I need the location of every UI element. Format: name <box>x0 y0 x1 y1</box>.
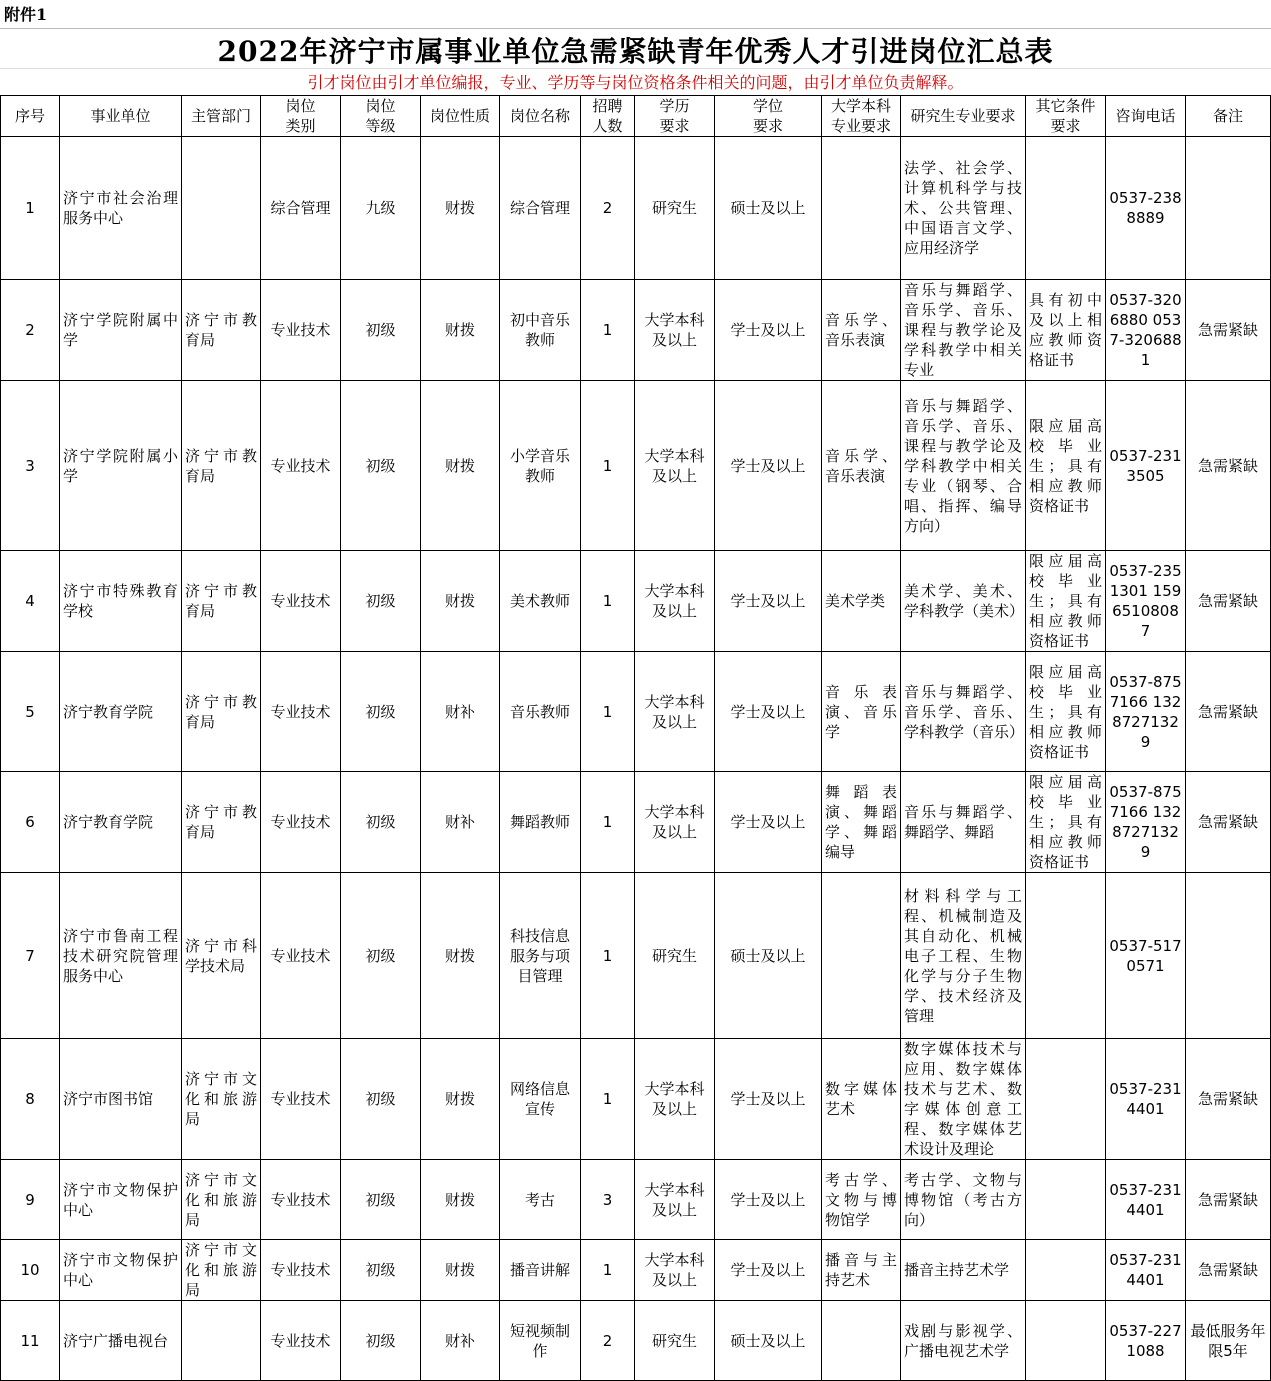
table-row <box>1 873 1271 1039</box>
header-cell: 咨询电话 <box>1106 96 1186 137</box>
cell-dept: 济宁市教育局 <box>182 551 261 652</box>
cell-remark: 急需紧缺 <box>1186 1240 1271 1301</box>
cell-edu: 大学本科及以上 <box>635 1160 715 1240</box>
cell-level: 初级 <box>341 873 421 1039</box>
cell-unit: 济宁市特殊教育学校 <box>60 551 182 652</box>
cell-count: 1 <box>581 280 635 381</box>
cell-grad-major: 考古学、文物与博物馆（考古方向） <box>901 1160 1026 1240</box>
cell-category: 综合管理 <box>261 137 341 280</box>
cell-dept: 济宁市文化和旅游局 <box>182 1160 261 1240</box>
cell-no: 9 <box>1 1160 60 1240</box>
cell-phone: 0537-2351301 15965108087 <box>1106 551 1186 652</box>
cell-nature: 财拨 <box>421 280 500 381</box>
cell-edu: 大学本科及以上 <box>635 551 715 652</box>
cell-count: 1 <box>581 772 635 873</box>
cell-no: 5 <box>1 652 60 772</box>
table-row <box>1 1240 1271 1301</box>
cell-nature: 财拨 <box>421 137 500 280</box>
cell-nature: 财拨 <box>421 1160 500 1240</box>
cell-category: 专业技术 <box>261 873 341 1039</box>
cell-degree: 学士及以上 <box>715 1160 822 1240</box>
cell-unit: 济宁广播电视台 <box>60 1301 182 1381</box>
cell-phone: 0537-8757166 13287271329 <box>1106 652 1186 772</box>
cell-category: 专业技术 <box>261 551 341 652</box>
header-cell: 岗位名称 <box>500 96 581 137</box>
table-row <box>1 652 1271 772</box>
cell-dept <box>182 137 261 280</box>
cell-no: 1 <box>1 137 60 280</box>
cell-edu: 研究生 <box>635 1301 715 1381</box>
cell-nature: 财拨 <box>421 873 500 1039</box>
cell-no: 6 <box>1 772 60 873</box>
cell-post: 播音讲解 <box>500 1240 581 1301</box>
cell-degree: 学士及以上 <box>715 280 822 381</box>
cell-grad-major: 音乐与舞蹈学、音乐学、音乐、课程与教学论及学科教学中相关专业（钢琴、合唱、指挥、编导方向） <box>901 381 1026 551</box>
cell-post: 综合管理 <box>500 137 581 280</box>
cell-post: 音乐教师 <box>500 652 581 772</box>
cell-category: 专业技术 <box>261 1160 341 1240</box>
page-title: 2022年济宁市属事业单位急需紧缺青年优秀人才引进岗位汇总表 <box>217 35 1054 68</box>
table-row <box>1 1301 1271 1381</box>
cell-bachelor-major <box>822 873 901 1039</box>
cell-count: 1 <box>581 1039 635 1160</box>
header-cell: 岗位 等级 <box>341 96 421 137</box>
cell-no: 7 <box>1 873 60 1039</box>
cell-nature: 财补 <box>421 772 500 873</box>
header-cell: 学位 要求 <box>715 96 822 137</box>
cell-other: 限应届高校毕业生；具有相应教师资格证书 <box>1026 772 1106 873</box>
header-cell: 主管部门 <box>182 96 261 137</box>
cell-post: 网络信息宣传 <box>500 1039 581 1160</box>
cell-count: 1 <box>581 381 635 551</box>
cell-phone: 0537-2271088 <box>1106 1301 1186 1381</box>
table-row <box>1 551 1271 652</box>
cell-category: 专业技术 <box>261 280 341 381</box>
annex-label: 附件1 <box>4 5 48 24</box>
cell-degree: 学士及以上 <box>715 652 822 772</box>
cell-remark: 急需紧缺 <box>1186 772 1271 873</box>
cell-unit: 济宁市文物保护中心 <box>60 1160 182 1240</box>
cell-post: 短视频制作 <box>500 1301 581 1381</box>
cell-dept: 济宁市文化和旅游局 <box>182 1240 261 1301</box>
table-row <box>1 381 1271 551</box>
cell-unit: 济宁市社会治理服务中心 <box>60 137 182 280</box>
cell-count: 1 <box>581 873 635 1039</box>
header-cell: 大学本科 专业要求 <box>822 96 901 137</box>
cell-remark: 急需紧缺 <box>1186 1039 1271 1160</box>
cell-other <box>1026 1039 1106 1160</box>
cell-grad-major: 音乐与舞蹈学、音乐学、音乐、学科教学（音乐） <box>901 652 1026 772</box>
cell-category: 专业技术 <box>261 1240 341 1301</box>
table-row <box>1 772 1271 873</box>
cell-phone: 0537-2314401 <box>1106 1160 1186 1240</box>
header-cell: 学历 要求 <box>635 96 715 137</box>
cell-degree: 学士及以上 <box>715 551 822 652</box>
header-row <box>1 96 1271 137</box>
cell-unit: 济宁教育学院 <box>60 772 182 873</box>
cell-other <box>1026 873 1106 1039</box>
cell-nature: 财拨 <box>421 1039 500 1160</box>
cell-other <box>1026 1240 1106 1301</box>
cell-level: 初级 <box>341 1160 421 1240</box>
cell-grad-major: 播音主持艺术学 <box>901 1240 1026 1301</box>
cell-grad-major: 音乐与舞蹈学、舞蹈学、舞蹈 <box>901 772 1026 873</box>
cell-grad-major: 音乐与舞蹈学、音乐学、音乐、课程与教学论及学科教学中相关专业 <box>901 280 1026 381</box>
cell-grad-major: 美术学、美术、学科教学（美术） <box>901 551 1026 652</box>
cell-dept: 济宁市教育局 <box>182 652 261 772</box>
cell-degree: 硕士及以上 <box>715 873 822 1039</box>
cell-edu: 大学本科及以上 <box>635 772 715 873</box>
cell-phone: 0537-5170571 <box>1106 873 1186 1039</box>
cell-grad-major: 数字媒体技术与应用、数字媒体技术与艺术、数字媒体创意工程、数字媒体艺术设计及理论 <box>901 1039 1026 1160</box>
cell-other: 限应届高校毕业生；具有相应教师资格证书 <box>1026 551 1106 652</box>
cell-degree: 学士及以上 <box>715 1240 822 1301</box>
cell-unit: 济宁市文物保护中心 <box>60 1240 182 1301</box>
cell-level: 九级 <box>341 137 421 280</box>
cell-edu: 大学本科及以上 <box>635 381 715 551</box>
cell-edu: 大学本科及以上 <box>635 1240 715 1301</box>
cell-edu: 研究生 <box>635 137 715 280</box>
cell-bachelor-major: 美术学类 <box>822 551 901 652</box>
header-cell: 序号 <box>1 96 60 137</box>
cell-other: 具有初中及以上相应教师资格证书 <box>1026 280 1106 381</box>
cell-level: 初级 <box>341 1301 421 1381</box>
cell-post: 舞蹈教师 <box>500 772 581 873</box>
cell-count: 1 <box>581 1240 635 1301</box>
cell-degree: 学士及以上 <box>715 772 822 873</box>
cell-other <box>1026 1160 1106 1240</box>
header-cell: 研究生专业要求 <box>901 96 1026 137</box>
cell-dept: 济宁市教育局 <box>182 381 261 551</box>
cell-count: 2 <box>581 137 635 280</box>
cell-category: 专业技术 <box>261 1301 341 1381</box>
cell-dept: 济宁市教育局 <box>182 772 261 873</box>
header-cell: 备注 <box>1186 96 1271 137</box>
header-cell: 岗位 类别 <box>261 96 341 137</box>
cell-no: 10 <box>1 1240 60 1301</box>
cell-grad-major: 材料科学与工程、机械制造及其自动化、机械电子工程、生物化学与分子生物学、技术经济及管理 <box>901 873 1026 1039</box>
cell-no: 3 <box>1 381 60 551</box>
cell-no: 2 <box>1 280 60 381</box>
cell-unit: 济宁市鲁南工程技术研究院管理服务中心 <box>60 873 182 1039</box>
table-note: 引才岗位由引才单位编报，专业、学历等与岗位资格条件相关的问题，由引才单位负责解释。 <box>307 73 964 92</box>
cell-degree: 硕士及以上 <box>715 137 822 280</box>
cell-remark: 急需紧缺 <box>1186 381 1271 551</box>
cell-bachelor-major: 考古学、文物与博物馆学 <box>822 1160 901 1240</box>
cell-level: 初级 <box>341 381 421 551</box>
cell-count: 2 <box>581 1301 635 1381</box>
cell-nature: 财拨 <box>421 1240 500 1301</box>
cell-phone: 0537-2313505 <box>1106 381 1186 551</box>
cell-dept: 济宁市文化和旅游局 <box>182 1039 261 1160</box>
cell-bachelor-major <box>822 137 901 280</box>
cell-post: 科技信息服务与项目管理 <box>500 873 581 1039</box>
cell-dept: 济宁市教育局 <box>182 280 261 381</box>
cell-grad-major: 戏剧与影视学、广播电视艺术学 <box>901 1301 1026 1381</box>
cell-no: 8 <box>1 1039 60 1160</box>
cell-nature: 财拨 <box>421 381 500 551</box>
cell-remark <box>1186 137 1271 280</box>
cell-unit: 济宁学院附属中学 <box>60 280 182 381</box>
cell-post: 考古 <box>500 1160 581 1240</box>
cell-bachelor-major: 舞蹈表演、舞蹈学、舞蹈编导 <box>822 772 901 873</box>
cell-count: 1 <box>581 551 635 652</box>
cell-unit: 济宁学院附属小学 <box>60 381 182 551</box>
cell-edu: 大学本科及以上 <box>635 1039 715 1160</box>
header-cell: 事业单位 <box>60 96 182 137</box>
cell-level: 初级 <box>341 1240 421 1301</box>
cell-bachelor-major: 音乐表演、音乐学 <box>822 652 901 772</box>
cell-phone: 0537-2314401 <box>1106 1240 1186 1301</box>
cell-category: 专业技术 <box>261 381 341 551</box>
cell-bachelor-major: 音乐学、音乐表演 <box>822 381 901 551</box>
cell-dept: 济宁市科学技术局 <box>182 873 261 1039</box>
cell-remark: 急需紧缺 <box>1186 551 1271 652</box>
cell-level: 初级 <box>341 652 421 772</box>
cell-remark: 急需紧缺 <box>1186 1160 1271 1240</box>
cell-edu: 大学本科及以上 <box>635 652 715 772</box>
cell-dept <box>182 1301 261 1381</box>
cell-remark: 最低服务年限5年 <box>1186 1301 1271 1381</box>
divider <box>0 28 1271 29</box>
cell-post: 小学音乐教师 <box>500 381 581 551</box>
header-cell: 招聘 人数 <box>581 96 635 137</box>
cell-nature: 财补 <box>421 1301 500 1381</box>
cell-category: 专业技术 <box>261 1039 341 1160</box>
cell-phone: 0537-2314401 <box>1106 1039 1186 1160</box>
cell-phone: 0537-2388889 <box>1106 137 1186 280</box>
header-cell: 岗位性质 <box>421 96 500 137</box>
positions-table <box>0 95 1271 1381</box>
cell-level: 初级 <box>341 551 421 652</box>
cell-no: 11 <box>1 1301 60 1381</box>
table-row <box>1 280 1271 381</box>
cell-count: 1 <box>581 652 635 772</box>
cell-edu: 研究生 <box>635 873 715 1039</box>
cell-phone: 0537-8757166 13287271329 <box>1106 772 1186 873</box>
header-cell: 其它条件 要求 <box>1026 96 1106 137</box>
cell-bachelor-major <box>822 1301 901 1381</box>
table-row <box>1 1160 1271 1240</box>
cell-remark <box>1186 873 1271 1039</box>
cell-other: 限应届高校毕业生；具有相应教师资格证书 <box>1026 652 1106 772</box>
cell-other <box>1026 137 1106 280</box>
cell-grad-major: 法学、社会学、计算机科学与技术、公共管理、中国语言文学、应用经济学 <box>901 137 1026 280</box>
cell-remark: 急需紧缺 <box>1186 280 1271 381</box>
cell-count: 3 <box>581 1160 635 1240</box>
cell-bachelor-major: 数字媒体艺术 <box>822 1039 901 1160</box>
cell-category: 专业技术 <box>261 652 341 772</box>
cell-other: 限应届高校毕业生；具有相应教师资格证书 <box>1026 381 1106 551</box>
cell-unit: 济宁教育学院 <box>60 652 182 772</box>
cell-post: 初中音乐教师 <box>500 280 581 381</box>
cell-nature: 财补 <box>421 652 500 772</box>
cell-unit: 济宁市图书馆 <box>60 1039 182 1160</box>
cell-degree: 学士及以上 <box>715 1039 822 1160</box>
cell-other <box>1026 1301 1106 1381</box>
cell-remark: 急需紧缺 <box>1186 652 1271 772</box>
cell-post: 美术教师 <box>500 551 581 652</box>
cell-bachelor-major: 音乐学、音乐表演 <box>822 280 901 381</box>
cell-level: 初级 <box>341 772 421 873</box>
table-row <box>1 137 1271 280</box>
cell-category: 专业技术 <box>261 772 341 873</box>
cell-no: 4 <box>1 551 60 652</box>
cell-bachelor-major: 播音与主持艺术 <box>822 1240 901 1301</box>
cell-phone: 0537-3206880 0537-3206881 <box>1106 280 1186 381</box>
cell-degree: 硕士及以上 <box>715 1301 822 1381</box>
cell-degree: 学士及以上 <box>715 381 822 551</box>
cell-level: 初级 <box>341 280 421 381</box>
cell-edu: 大学本科及以上 <box>635 280 715 381</box>
table-row <box>1 1039 1271 1160</box>
cell-level: 初级 <box>341 1039 421 1160</box>
cell-nature: 财拨 <box>421 551 500 652</box>
